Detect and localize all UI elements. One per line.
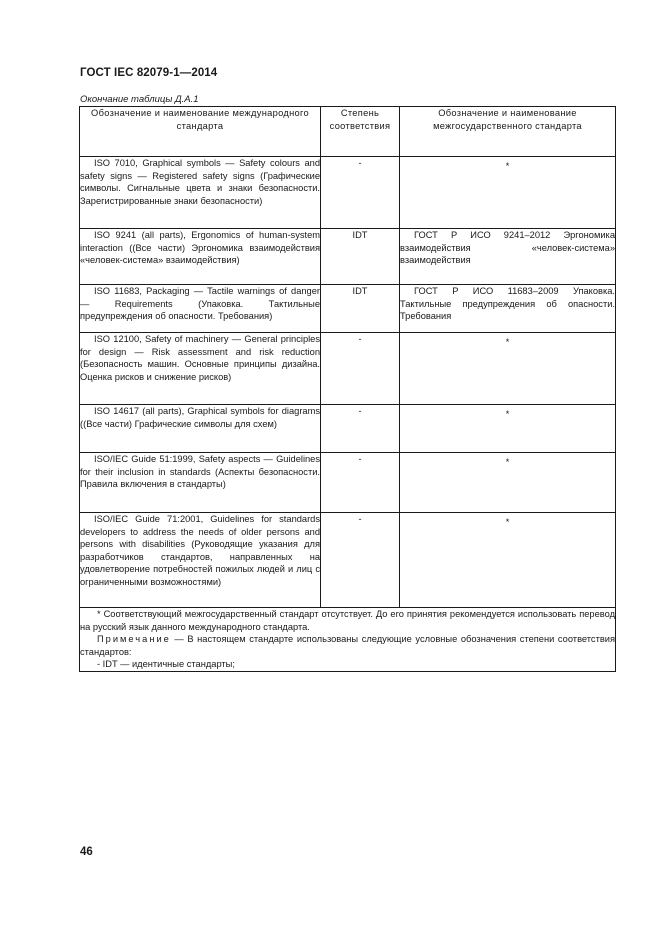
table-row — [80, 285, 616, 333]
table-caption: Окончание таблицы Д.А.1 — [80, 94, 199, 105]
standards-correspondence-table — [79, 106, 616, 672]
international-standard-cell: ISO 7010, Graphical symbols — Safety colours and safety signs — Registered safety signs (Графические символы. Сигнальные цвета и знаки безопасности. Зарегистрированные знаки безопасности) — [80, 157, 321, 229]
table-footnote-cell — [80, 608, 616, 672]
degree-cell: - — [321, 513, 400, 608]
note-label: Примечание — [97, 634, 171, 645]
degree-cell: - — [321, 157, 400, 229]
table-row — [80, 513, 616, 608]
international-standard-cell: ISO 12100, Safety of machinery — General principles for design — Risk assessment and risk reduction (Безопасность машин. Основные принципы дизайна. Оценка рисков и снижение рисков) — [80, 333, 321, 405]
column-header-international: Обозначение и наименование международного стандарта — [80, 107, 321, 157]
table-row — [80, 229, 616, 285]
international-standard-cell: ISO/IEC Guide 71:2001, Guidelines for standards developers to address the needs of older persons and persons with disabilities (Руководящие указания для разработчиков стандартов, направленных на удовлетворение потребностей пожилых людей и лиц с ограниченными возможностями) — [80, 513, 321, 608]
degree-cell: - — [321, 333, 400, 405]
column-header-interstate: Обозначение и наименование межгосударственного стандарта — [400, 107, 616, 157]
asterisk-footnote: * Соответствующий межгосударственный стандарт отсутствует. До его принятия рекомендуется использовать перевод на русский язык данного международного стандарта. — [80, 609, 615, 632]
note-text: — В настоящем стандарте использованы следующие условные обозначения степени соответствия стандартов: — [80, 634, 615, 657]
interstate-standard-cell: * — [400, 333, 616, 405]
interstate-standard-cell: * — [400, 513, 616, 608]
degree-cell: IDT — [321, 285, 400, 333]
degree-cell: IDT — [321, 229, 400, 285]
international-standard-cell: ISO 11683, Packaging — Tactile warnings of danger — Requirements (Упаковка. Тактильные предупреждения об опасности. Требования) — [80, 285, 321, 333]
interstate-standard-cell: * — [400, 405, 616, 453]
table-footer-row — [80, 608, 616, 672]
interstate-standard-cell: ГОСТ Р ИСО 9241–2012 Эргономика взаимодействия «человек-система» взаимодействия — [400, 229, 616, 285]
table-header-row — [80, 107, 616, 157]
interstate-standard-cell: ГОСТ Р ИСО 11683–2009 Упаковка. Тактильные предупреждения об опасности. Требования — [400, 285, 616, 333]
interstate-standard-cell: * — [400, 157, 616, 229]
column-header-degree: Степень соответствия — [321, 107, 400, 157]
degree-cell: - — [321, 453, 400, 513]
note-paragraph — [80, 633, 615, 658]
page-number: 46 — [80, 846, 93, 858]
degree-cell: - — [321, 405, 400, 453]
idt-legend: - IDT — идентичные стандарты; — [97, 659, 235, 670]
table-row — [80, 453, 616, 513]
interstate-standard-cell: * — [400, 453, 616, 513]
international-standard-cell: ISO 9241 (all parts), Ergonomics of human-system interaction ((Все части) Эргономика взаимодействия «человек-система» взаимодействия) — [80, 229, 321, 285]
table-row — [80, 333, 616, 405]
international-standard-cell: ISO/IEC Guide 51:1999, Safety aspects — Guidelines for their inclusion in standards (Аспекты безопасности. Правила включения в стандарты) — [80, 453, 321, 513]
table-row — [80, 157, 616, 229]
table-row — [80, 405, 616, 453]
document-header-title: ГОСТ IEC 82079-1—2014 — [80, 67, 218, 79]
international-standard-cell: ISO 14617 (all parts), Graphical symbols for diagrams ((Все части) Графические символы для схем) — [80, 405, 321, 453]
